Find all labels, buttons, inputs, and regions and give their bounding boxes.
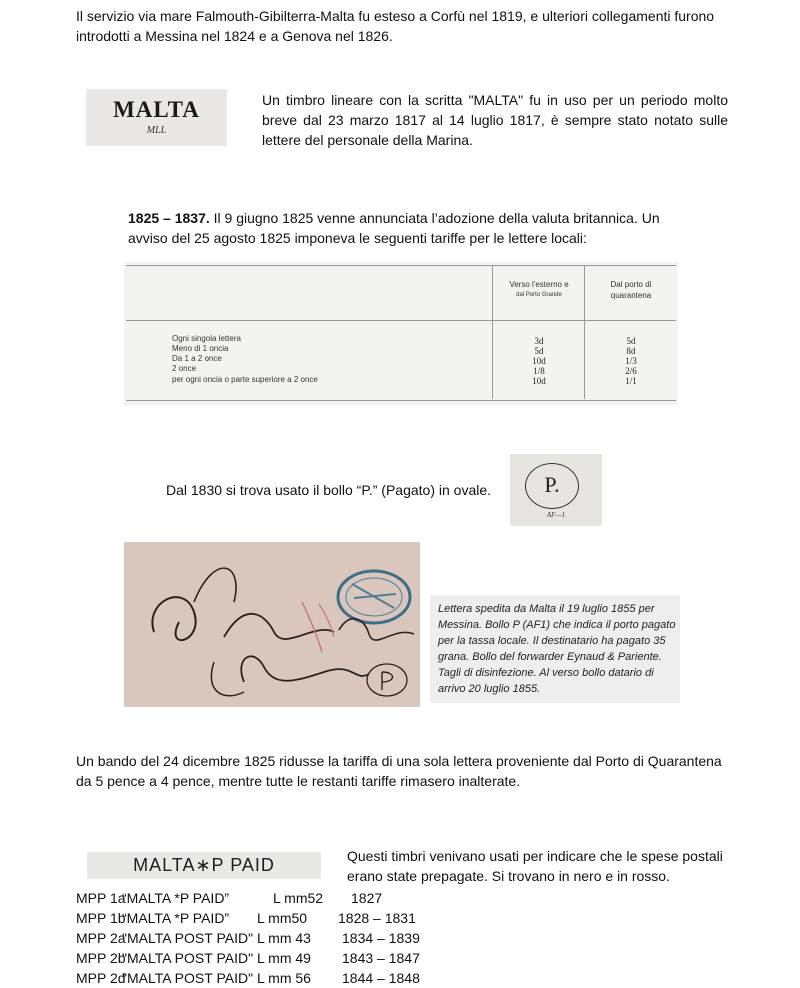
tariff-row-label: Ogni singola lettera xyxy=(172,334,241,343)
section-text: Il 9 giugno 1825 venne annunciata l’adozione della valuta britannica. Un avviso del 25 agosto 1825 imponeva le seguenti tariffe per le lettere locali: xyxy=(128,210,660,246)
mpp-name: “MALTA *P PAID” xyxy=(122,890,230,906)
malta-stamp-description: Un timbro lineare con la scritta "MALTA" fu in uso per un periodo molto breve dal 23 marzo 1817 al 14 luglio 1817, è sempre stato notato sulle lettere del personale della Marina. xyxy=(262,92,728,148)
paid-stamp-description: Questi timbri venivano usati per indicare che le spese postali erano state prepagate. Si trovano in nero e in rosso. xyxy=(347,848,723,884)
p-oval-stamp-image xyxy=(510,454,602,526)
mpp-name: "MALTA POST PAID" xyxy=(122,930,254,946)
p-stamp-description: Dal 1830 si trova usato il bollo “P.” (Pagato) in ovale. xyxy=(166,482,492,498)
tariff-row-label: Da 1 a 2 once xyxy=(172,354,222,363)
mpp-years: 1834 – 1839 xyxy=(342,930,420,946)
letter-photo xyxy=(124,542,420,707)
mpp-length: L mm 43 xyxy=(257,930,311,946)
mpp-name: “MALTA *P PAID” xyxy=(122,910,230,926)
mpp-length: L mm 49 xyxy=(257,950,311,966)
tariff-value-quarantine: 5d xyxy=(626,336,636,346)
letter-caption-text: Lettera spedita da Malta il 19 luglio 1855 per Messina. Bollo P (AF1) che indica il porto pagato per la tassa locale. Il destinatario ha pagato 35 grana. Bollo del forwarder Eynaud & Pariente. Tagli di disinfezione. Al verso bollo datario di arrivo 20 luglio 1855. xyxy=(438,603,676,695)
col-header-outbound-line2: dal Porto Grande xyxy=(516,292,562,298)
letter-caption-box xyxy=(430,595,680,703)
tariff-value-quarantine: 2/6 xyxy=(625,366,637,376)
tariff-value-outbound: 1/8 xyxy=(533,366,545,376)
bando-paragraph: Un bando del 24 dicembre 1825 ridusse la tariffa di una sola lettera proveniente dal Porto di Quarantena da 5 pence a 4 pence, mentre tutte le restanti tariffe rimasero inalterate. xyxy=(76,753,722,789)
mpp-years: 1827 xyxy=(351,890,383,906)
mpp-length: L mm 56 xyxy=(257,970,311,986)
section-1825-paragraph xyxy=(128,208,688,248)
mpp-code: MPP 2a xyxy=(76,930,126,946)
mpp-code: MPP 1b xyxy=(76,910,126,926)
tariff-table-image xyxy=(124,262,678,405)
malta-p-paid-stamp-image xyxy=(87,852,321,879)
malta-linear-stamp-image xyxy=(86,89,227,146)
mpp-length: L mm50 xyxy=(257,910,308,926)
tariff-value-quarantine: 1/1 xyxy=(625,376,637,386)
tariff-value-outbound: 10d xyxy=(532,356,546,366)
mpp-length: L mm52 xyxy=(273,890,324,906)
tariff-row-label: per ogni oncia o parte superiore a 2 once xyxy=(172,375,318,384)
tariff-value-outbound: 10d xyxy=(532,376,546,386)
letter-handwriting-illustration xyxy=(124,542,420,707)
mpp-code: MPP 2d xyxy=(76,970,126,986)
mpp-years: 1844 – 1848 xyxy=(342,970,420,986)
col-header-quarantine xyxy=(588,279,674,301)
tariff-row-label: 2 once xyxy=(172,364,197,373)
p-stamp-tag: AF—1 xyxy=(546,511,566,519)
tariff-value-outbound: 3d xyxy=(534,336,544,346)
stamp-main-text: MALTA xyxy=(113,97,200,122)
p-stamp-letter: P. xyxy=(544,472,560,497)
mpp-code: MPP 1a xyxy=(76,890,126,906)
mpp-name: "MALTA POST PAID" xyxy=(122,970,254,986)
mpp-name: "MALTA POST PAID" xyxy=(122,950,254,966)
tariff-row-label: Meno di 1 oncia xyxy=(172,344,229,353)
col-header-quarantine-line2: quarantena xyxy=(610,291,652,300)
mpp-years: 1828 – 1831 xyxy=(338,910,416,926)
col-header-outbound-line1: Verso l'esterno e xyxy=(509,280,569,289)
mpp-years: 1843 – 1847 xyxy=(342,950,420,966)
mpp-code: MPP 2b xyxy=(76,950,126,966)
col-header-outbound xyxy=(496,279,582,301)
col-header-quarantine-line1: Dal porto di xyxy=(610,280,652,289)
tariff-value-quarantine: 8d xyxy=(626,346,636,356)
tariff-value-quarantine: 1/3 xyxy=(625,356,637,366)
intro-paragraph: Il servizio via mare Falmouth-Gibilterra-Malta fu esteso a Corfù nel 1819, e ulteriori collegamenti furono introdotti a Messina nel 1824 e a Genova nel 1826. xyxy=(76,8,715,44)
tariff-value-outbound: 5d xyxy=(534,346,544,356)
paid-stamp-text: MALTA∗P PAID xyxy=(133,855,275,875)
section-heading: 1825 – 1837. xyxy=(128,210,210,226)
stamp-sub-text: MLL xyxy=(146,125,167,136)
